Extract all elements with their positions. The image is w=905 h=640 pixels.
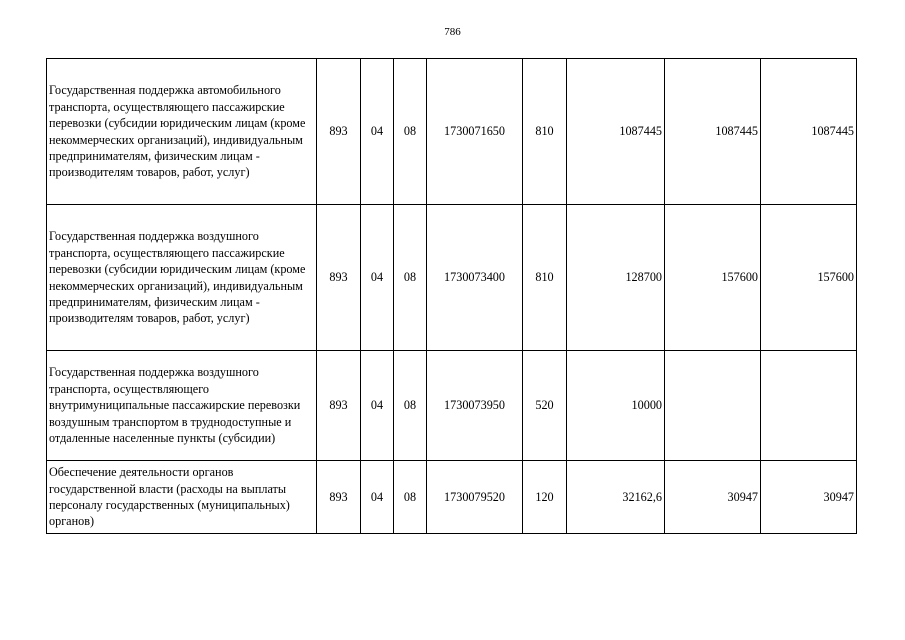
amount-year2-cell — [665, 351, 761, 461]
expense-type-cell: 810 — [523, 205, 567, 351]
amount-year3-cell: 1087445 — [761, 59, 857, 205]
amount-year3-cell: 30947 — [761, 461, 857, 534]
razdel-cell: 04 — [361, 59, 394, 205]
amount-year3-cell: 157600 — [761, 205, 857, 351]
amount-year2-cell: 30947 — [665, 461, 761, 534]
target-article-cell: 1730073950 — [427, 351, 523, 461]
amount-year1-cell: 128700 — [567, 205, 665, 351]
expense-name-cell: Государственная поддержка автомобильного транспорта, осуществляющего пассажирские перевозки (субсидии юридическим лицам (кроме некоммерческих организаций), индивидуальным предпринимателям, физическим лицам - производителям товаров, работ, услуг) — [47, 59, 317, 205]
razdel-cell: 04 — [361, 351, 394, 461]
table-row — [47, 205, 857, 351]
table-row — [47, 59, 857, 205]
target-article-cell: 1730073400 — [427, 205, 523, 351]
podrazdel-cell: 08 — [394, 461, 427, 534]
expense-type-cell: 520 — [523, 351, 567, 461]
razdel-cell: 04 — [361, 461, 394, 534]
amount-year1-cell: 32162,6 — [567, 461, 665, 534]
expense-name-cell: Государственная поддержка воздушного транспорта, осуществляющего внутримуниципальные пассажирские перевозки воздушным транспортом в труднодоступные и отдаленные населенные пункты (субсидии) — [47, 351, 317, 461]
razdel-cell: 04 — [361, 205, 394, 351]
amount-year3-cell — [761, 351, 857, 461]
page-number: 786 — [444, 26, 461, 38]
glava-cell: 893 — [317, 351, 361, 461]
target-article-cell: 1730071650 — [427, 59, 523, 205]
podrazdel-cell: 08 — [394, 205, 427, 351]
podrazdel-cell: 08 — [394, 59, 427, 205]
expense-type-cell: 810 — [523, 59, 567, 205]
glava-cell: 893 — [317, 205, 361, 351]
glava-cell: 893 — [317, 461, 361, 534]
podrazdel-cell: 08 — [394, 351, 427, 461]
amount-year2-cell: 1087445 — [665, 59, 761, 205]
target-article-cell: 1730079520 — [427, 461, 523, 534]
table-row — [47, 461, 857, 534]
expense-name-cell: Государственная поддержка воздушного транспорта, осуществляющего пассажирские перевозки (субсидии юридическим лицам (кроме некоммерческих организаций), индивидуальным предпринимателям, физическим лицам - производителям товаров, работ, услуг) — [47, 205, 317, 351]
amount-year1-cell: 1087445 — [567, 59, 665, 205]
glava-cell: 893 — [317, 59, 361, 205]
amount-year1-cell: 10000 — [567, 351, 665, 461]
budget-table — [46, 58, 857, 534]
table-row — [47, 351, 857, 461]
expense-name-cell: Обеспечение деятельности органов государственной власти (расходы на выплаты персоналу государственных (муниципальных) органов) — [47, 461, 317, 534]
amount-year2-cell: 157600 — [665, 205, 761, 351]
expense-type-cell: 120 — [523, 461, 567, 534]
